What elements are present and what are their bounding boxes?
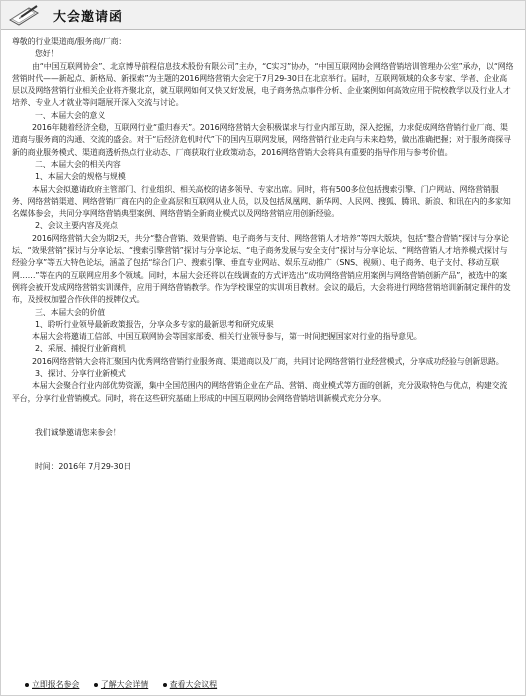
agenda-link[interactable] — [163, 679, 217, 690]
spacer — [12, 405, 514, 427]
letter-body — [1, 30, 525, 474]
section-2-heading: 二、本届大会的相关内容 — [35, 159, 121, 169]
section-3-3-paragraph: 本届大会聚合行业内部优势资源，集中全国范围内的网络营销企业在产品、营销、商业模式等方面的创新，充分汲取特色与优点，构建交流平台，分享行业营销模式。同时，将在这些研究基础上形成的中国互联网协会网络营销培训新模式充分分享。 — [12, 381, 508, 403]
details-link-label: 了解大会详情 — [100, 680, 149, 689]
section-2-2-paragraph: 2016网络营销大会为期2天，共分“整合营销、效果营销、电子商务与支付、网络营销人才培养”等四大版块，包括“整合营销”探讨与分享论坛、“效果营销”探讨与分享论坛、“搜索引擎营销”探讨与分享论坛、“电子商务发展与安全支付”探讨与分享论坛、“网络营销人才培养模式探讨与经验分享”等五大特色论坛，涵盖了包括“综合门户、搜索引擎、垂直专业网站、娱乐互动推广（SNS、视频）、电子商务、电子支付、移动互联网……”等在内的互联网应用多个领域。同时，本届大会还将以在线调查的方式评选出“成功网络营销应用案例与网络营销创新产品”，被选中的案例将会被开发成网络营销实训课件，应用于网络营销教学。作为学校课堂的实训项目教材。会议的最后，大会将进行网络营销培训新制定课件的发布，及授权加盟合作伙伴的授牌仪式。 — [12, 233, 511, 305]
section-2-2-heading: 2、会议主要内容及亮点 — [35, 221, 118, 231]
section-1-heading: 一、本届大会的意义 — [35, 110, 106, 120]
greeting-line: 您好！ — [35, 49, 59, 59]
agenda-link-label: 查看大会议程 — [169, 680, 218, 689]
bullet-icon — [25, 683, 29, 687]
header-bar — [1, 1, 525, 30]
section-3-2-paragraph: 2016网络营销大会将汇聚国内优秀网络营销行业服务商、渠道商以及厂商，共同讨论网络营销行业经营模式，分享成功经验与创新思路。 — [32, 356, 504, 366]
register-link-label: 立即报名参会 — [32, 680, 80, 689]
section-3-3-heading: 3、探讨、分享行业新模式 — [35, 369, 126, 379]
page-title: 大会邀请函 — [53, 10, 124, 25]
register-link[interactable] — [25, 679, 79, 690]
section-3-heading: 三、本届大会的价值 — [35, 307, 106, 317]
section-1-paragraph: 2016年随着经济全稳，互联网行业“重归春天”。2016网络营销大会积极谋求与行业内部互助，深入挖掘，力求促成网络营销行业厂商、渠道商与服务商的沟通、交流的盛会。对于“后经济危机时代”下的国内互联网发展，网络营销行业走向与未来趋势，做出准确把握；对于服务商探寻新的商业服务模式、渠道商透析热点行业动态、厂商获取行业政策动态，2016网络营销大会将具有重要的指导作用与参考价值。 — [12, 123, 511, 157]
event-time: 时间：2016年 7月29-30日 — [35, 462, 132, 472]
section-2-1-paragraph: 本届大会拟邀请政府主管部门、行业组织、相关高校的诸多领导、专家出席。同时，将有500多位包括搜索引擎、门户网站、网络营销服务、网络营销渠道、网络营销厂商在内的企业高层和互联网从业人员，以及包括凤凰网、新华网、人民网、搜狐、腾讯、新浪、和讯在内的多家知名媒体参会，共同分享网络营销典型案例、网络营销全新商业模式以及网络营销应用创新经验。 — [12, 184, 511, 219]
invite-line: 我们诚挚邀请您来参会！ — [35, 427, 121, 437]
salutation-line: 尊敬的行业渠道商/服务商/厂商： — [12, 37, 127, 46]
details-link[interactable] — [94, 679, 148, 690]
bullet-icon — [94, 683, 98, 687]
bullet-icon — [163, 683, 167, 687]
section-3-1-heading: 1、聆听行业领导最新政策报告，分享众多专家的最新思考和研究成果 — [35, 319, 274, 329]
spacer — [12, 439, 514, 461]
intro-paragraph: 由“中国互联网协会”、北京博导前程信息技术股份有限公司”主办，“C实习”协办，“中国互联网协会网络营销培训管理办公室”承办，以“网络营销时代——新起点、新格局、新探索”为主题的2016网络营销大会定于7月29-30日在北京举行。届时，互联网领域的众多专家、学者、企业高层以及网络营销行业相关企业将齐聚北京，就互联网如何又快又好发展，电子商务热点事件分析、企业案例如何高效应用于院校教学以及行业人才培养、专业人才就业等问题展开深入交流与讨论。 — [12, 61, 514, 108]
document-pen-icon — [7, 4, 41, 26]
action-links — [25, 679, 229, 690]
section-2-1-heading: 1、本届大会的规格与规模 — [35, 172, 126, 182]
section-3-1-paragraph: 本届大会将邀请工信部、中国互联网协会等国家部委、相关行业领导参与，第一时间把握国家对行业的指导意见。 — [32, 332, 422, 342]
section-3-2-heading: 2、采展、捕捉行业新商机 — [35, 344, 126, 354]
